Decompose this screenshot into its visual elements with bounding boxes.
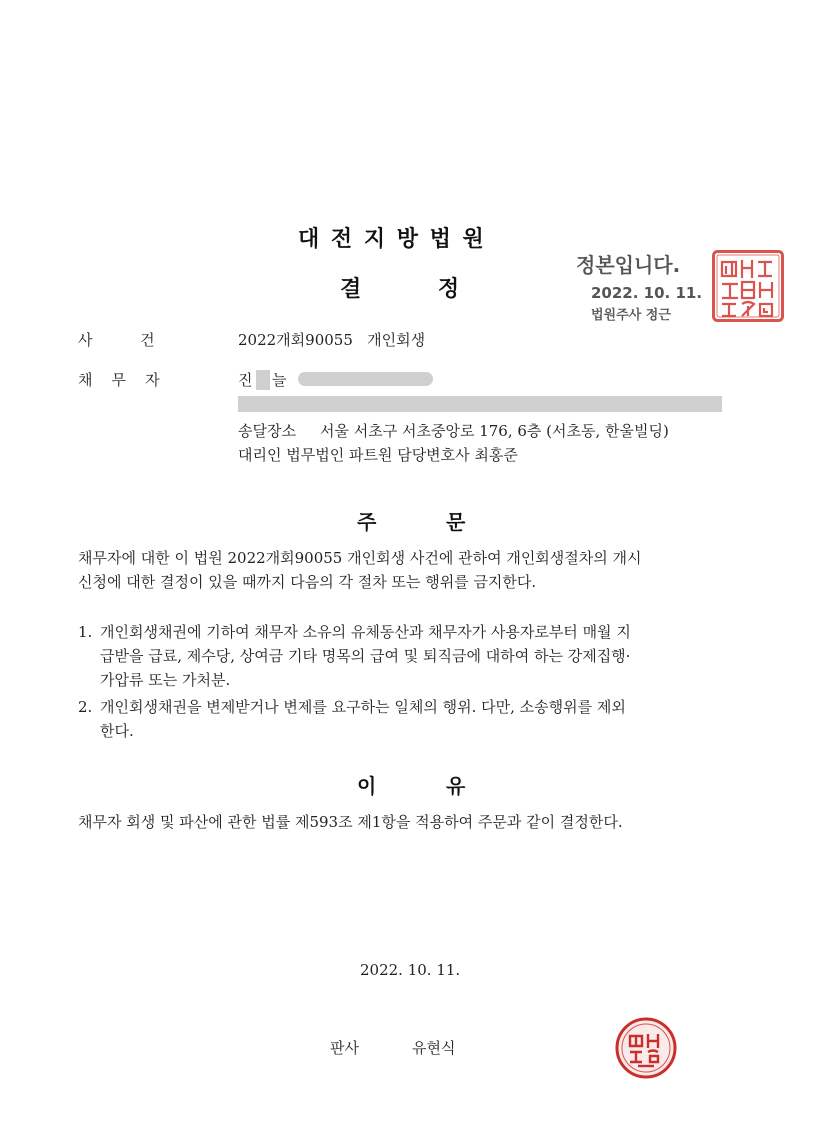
document-type: 결 정 — [340, 277, 460, 302]
order-item-1-line-2: 급받을 급료, 제수당, 상여금 기타 명목의 급여 및 퇴직금에 대하여 하는 강제집행· — [100, 647, 631, 665]
order-intro-line-2: 신청에 대한 결정이 있을 때까지 다음의 각 절차 또는 행위를 금지한다. — [78, 573, 537, 591]
certified-date: 2022. 10. 11. — [591, 284, 703, 302]
debtor-agent: 대리인 법무법인 파트원 담당변호사 최홍준 — [238, 446, 518, 464]
order-item-2-number: 2. — [78, 698, 93, 716]
order-item-1-number: 1. — [78, 623, 93, 641]
redaction-name — [256, 370, 270, 390]
debtor-name-last: 늘 — [272, 371, 287, 389]
clerk-seal — [712, 250, 784, 322]
order-item-2-line-1: 개인회생채권을 변제받거나 변제를 요구하는 일체의 행위. 다만, 소송행위를 제외 — [100, 698, 626, 716]
decision-date: 2022. 10. 11. — [360, 961, 461, 979]
reason-heading: 이 유 — [357, 774, 466, 798]
judge-title: 판사 — [330, 1039, 359, 1057]
debtor-name-first: 진 — [238, 371, 253, 389]
service-address: 서울 서초구 서초중앙로 176, 6층 (서초동, 한울빌딩) — [320, 422, 669, 440]
redaction-address — [238, 396, 722, 412]
court-name: 대 전 지 방 법 원 — [298, 227, 484, 252]
order-item-1-line-1: 개인회생채권에 기하여 채무자 소유의 유체동산과 채무자가 사용자로부터 매월 지 — [100, 623, 631, 641]
debtor-label: 채 무 자 — [78, 371, 160, 389]
judge-seal — [614, 1016, 678, 1080]
order-item-1-line-3: 가압류 또는 가처분. — [100, 671, 231, 689]
redaction-id — [298, 372, 433, 386]
order-item-2-line-2: 한다. — [100, 722, 134, 740]
certified-copy-label: 정본입니다. — [576, 253, 681, 277]
order-intro-line-1: 채무자에 대한 이 법원 2022개회90055 개인회생 사건에 관하여 개인회생절차의 개시 — [78, 549, 642, 567]
judge-name: 유현식 — [412, 1039, 456, 1057]
case-label: 사 건 — [78, 331, 155, 349]
order-heading: 주 문 — [357, 510, 466, 534]
reason-text: 채무자 회생 및 파산에 관한 법률 제593조 제1항을 적용하여 주문과 같이 결정한다. — [78, 813, 623, 831]
case-value: 2022개회90055 개인회생 — [238, 331, 426, 349]
service-address-label: 송달장소 — [238, 422, 296, 440]
clerk-name: 법원주사 정근 — [591, 308, 671, 323]
